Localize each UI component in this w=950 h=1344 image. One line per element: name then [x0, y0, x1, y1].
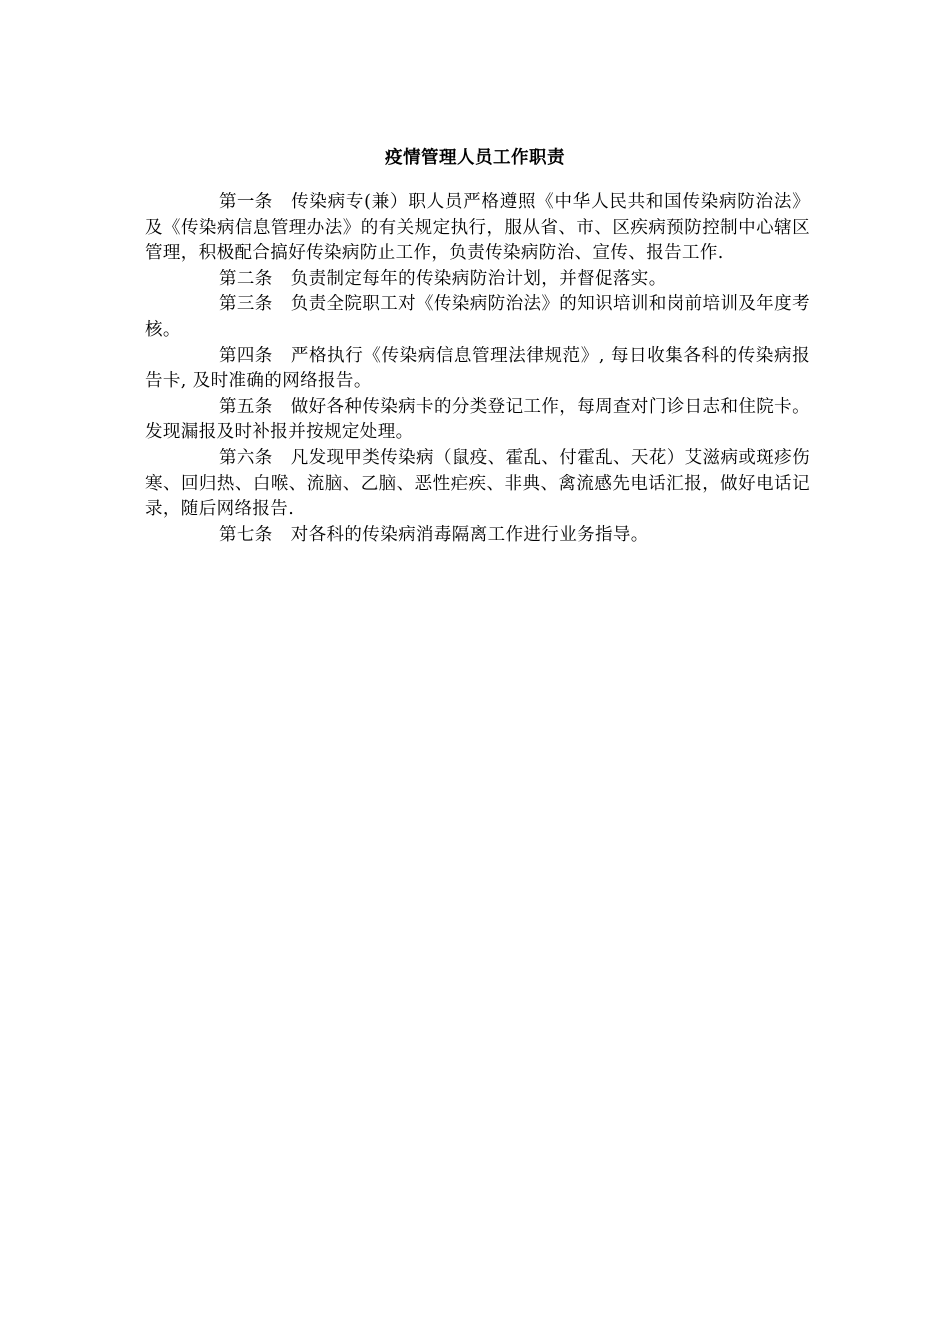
article-text: 传染病专(兼）职人员严格遵照《中华人民共和国传染病防治法》及《传染病信息管理办法》的有关规定执行，服从省、市、区疾病预防控制中心辖区管理，积极配合搞好传染病防止工作，负责传染病防治、宣传、报告工作. — [145, 192, 810, 264]
article-3 — [145, 292, 810, 343]
article-text: 凡发现甲类传染病（鼠疫、霍乱、付霍乱、天花）艾滋病或斑疹伤寒、回归热、白喉、流脑、乙脑、恶性疟疾、非典、禽流感先电话汇报，做好电话记录，随后网络报告. — [145, 447, 810, 520]
article-6 — [145, 446, 810, 523]
article-text: 严格执行《传染病信息管理法律规范》, 每日收集各科的传染病报告卡, 及时准确的网络报告。 — [145, 345, 810, 392]
article-number: 第五条 — [219, 396, 273, 417]
article-text: 对各科的传染病消毒隔离工作进行业务指导。 — [290, 524, 649, 545]
article-number: 第六条 — [219, 447, 273, 468]
article-text: 负责全院职工对《传染病防治法》的知识培训和岗前培训及年度考核。 — [145, 294, 810, 340]
article-text: 负责制定每年的传染病防治计划，并督促落实。 — [290, 268, 667, 289]
article-number: 第二条 — [219, 268, 273, 289]
article-number: 第三条 — [219, 294, 273, 315]
article-text: 做好各种传染病卡的分类登记工作，每周查对门诊日志和住院卡。发现漏报及时补报并按规定处理。 — [145, 396, 810, 443]
article-number: 第七条 — [219, 524, 273, 545]
document-title: 疫情管理人员工作职责 — [385, 148, 565, 168]
article-1 — [145, 190, 810, 267]
article-4 — [145, 344, 810, 395]
article-5 — [145, 395, 810, 446]
article-2 — [145, 267, 810, 293]
article-7 — [145, 523, 810, 549]
document-body — [145, 190, 810, 548]
article-number: 第四条 — [219, 345, 273, 366]
article-number: 第一条 — [219, 192, 273, 212]
